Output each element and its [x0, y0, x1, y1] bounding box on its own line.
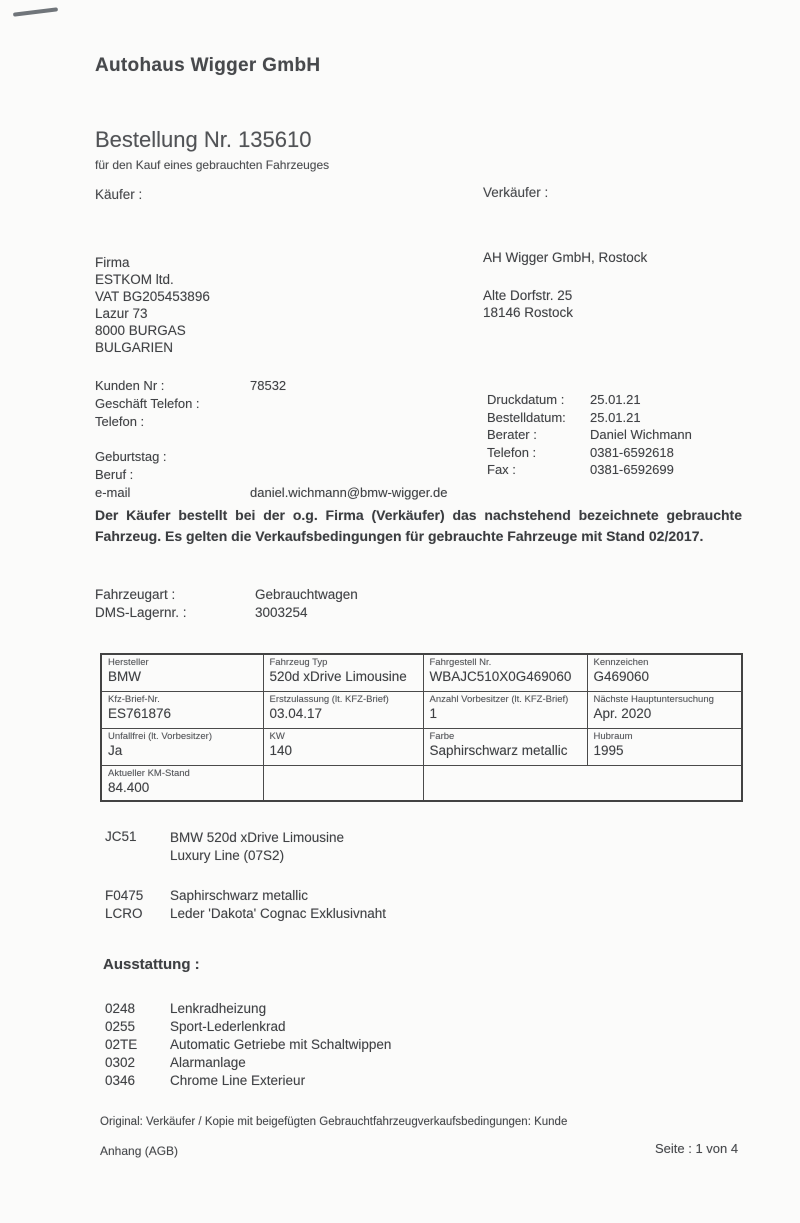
equipment-item — [105, 1018, 391, 1036]
field-value: Gebrauchtwagen — [255, 587, 358, 602]
cell-label: Fahrzeug Typ — [269, 657, 328, 668]
order-info-row — [487, 461, 692, 479]
order-info-row — [487, 391, 692, 409]
cell-value: Ja — [108, 743, 123, 758]
equipment-label: Automatic Getriebe mit Schaltwippen — [170, 1037, 392, 1052]
customer-details — [95, 377, 447, 502]
field-label: Beruf : — [95, 467, 134, 482]
field-value: 0381-6592618 — [590, 444, 674, 460]
cell-value: 03.04.17 — [269, 706, 323, 721]
order-info-row — [487, 409, 692, 427]
cell-label: KW — [269, 731, 285, 742]
buyer-line: Lazur 73 — [95, 306, 148, 321]
equipment-code: 02TE — [105, 1037, 138, 1052]
upholstery-code-row — [105, 906, 386, 921]
upholstery-description: Leder 'Dakota' Cognac Exklusivnaht — [170, 906, 387, 921]
order-info-row — [487, 426, 692, 444]
table-cell — [263, 729, 423, 766]
customer-row — [95, 377, 447, 395]
cell-value: G469060 — [593, 669, 650, 684]
field-value: 25.01.21 — [590, 409, 641, 425]
buyer-line: Firma — [95, 255, 130, 270]
field-value: 78532 — [250, 378, 287, 393]
cell-label: Kennzeichen — [593, 657, 649, 668]
model-description — [170, 829, 344, 865]
table-cell — [263, 654, 423, 692]
table-cell — [587, 692, 742, 729]
equipment-item — [105, 1054, 391, 1072]
table-cell — [101, 692, 263, 729]
model-code: JC51 — [105, 829, 137, 844]
cell-value: WBAJC510X0G469060 — [429, 669, 572, 684]
field-label: Fax : — [487, 462, 516, 477]
cell-value: 84.400 — [108, 780, 150, 795]
buyer-line: VAT BG205453896 — [95, 289, 210, 304]
pen-mark-icon — [13, 7, 58, 16]
color-description: Saphirschwarz metallic — [170, 888, 309, 903]
table-row — [101, 729, 742, 766]
order-title: Bestellung Nr. 135610 — [95, 127, 312, 152]
vehicle-data-table — [100, 653, 743, 802]
seller-address-line: 18146 Rostock — [483, 304, 574, 320]
table-row — [101, 692, 742, 729]
equipment-item — [105, 1000, 391, 1018]
cell-label: Hubraum — [593, 731, 633, 742]
equipment-label: Chrome Line Exterieur — [170, 1073, 306, 1088]
table-cell — [101, 729, 263, 766]
equipment-heading: Ausstattung : — [103, 956, 200, 973]
buyer-line: 8000 BURGAS — [95, 323, 186, 338]
cell-value: 520d xDrive Limousine — [269, 669, 407, 684]
buyer-address-block — [95, 254, 210, 356]
cell-label: Unfallfrei (lt. Vorbesitzer) — [108, 731, 213, 742]
field-value: daniel.wichmann@bmw-wigger.de — [250, 485, 448, 500]
seller-address-line: Alte Dorfstr. 25 — [483, 288, 573, 303]
equipment-label: Alarmanlage — [170, 1055, 246, 1070]
table-cell — [263, 766, 423, 802]
equipment-code: 0255 — [105, 1019, 136, 1034]
cell-value: BMW — [108, 669, 141, 684]
cell-label: Aktueller KM-Stand — [108, 768, 190, 779]
equipment-list — [105, 1000, 391, 1090]
model-line: BMW 520d xDrive Limousine — [170, 830, 345, 845]
cell-label: Kfz-Brief-Nr. — [108, 694, 160, 705]
field-value: 25.01.21 — [590, 392, 641, 407]
table-row — [101, 654, 742, 692]
table-cell — [423, 654, 587, 692]
buyer-line: BULGARIEN — [95, 340, 174, 355]
cell-label: Nächste Hauptuntersuchung — [593, 694, 714, 705]
seller-address-block — [483, 288, 573, 321]
cell-label: Anzahl Vorbesitzer (lt. KFZ-Brief) — [429, 694, 569, 705]
table-cell — [423, 729, 587, 766]
cell-value: Saphirschwarz metallic — [429, 743, 568, 758]
order-info-row — [487, 444, 692, 462]
field-label: e-mail — [95, 485, 131, 500]
cell-value: 1995 — [593, 743, 624, 758]
cell-label: Farbe — [429, 731, 455, 742]
cell-value: 140 — [269, 743, 293, 758]
table-row — [101, 766, 742, 802]
spacer — [95, 431, 447, 448]
equipment-item — [105, 1036, 391, 1054]
seller-name: AH Wigger GmbH, Rostock — [483, 250, 648, 265]
footer-attachment-note: Anhang (AGB) — [100, 1144, 179, 1158]
field-label: DMS-Lagernr. : — [95, 604, 187, 620]
customer-row — [95, 484, 447, 502]
color-code: F0475 — [105, 888, 144, 903]
table-cell — [587, 729, 742, 766]
vehicle-meta-row — [95, 604, 358, 622]
field-label: Kunden Nr : — [95, 378, 165, 393]
field-label: Telefon : — [95, 414, 145, 429]
model-code-row — [105, 829, 344, 865]
customer-row — [95, 413, 447, 431]
company-name: Autohaus Wigger GmbH — [95, 55, 321, 76]
footer-distribution-note: Original: Verkäufer / Kopie mit beigefügten Gebrauchtfahrzeugverkaufsbedingungen: Kunde — [100, 1116, 568, 1128]
customer-row — [95, 395, 447, 413]
purchase-statement: Der Käufer bestellt bei der o.g. Firma (Verkäufer) das nachstehend bezeichnete gebrauchte Fahrzeug. Es gelten die Verkaufsbedingungen für gebrauchte Fahrzeuge mit Stand 02/2017. — [95, 507, 742, 544]
field-label: Bestelldatum: — [487, 409, 566, 425]
cell-value: Apr. 2020 — [593, 706, 652, 721]
color-code-row — [105, 888, 308, 903]
customer-row — [95, 448, 447, 466]
equipment-code: 0302 — [105, 1055, 136, 1070]
buyer-heading: Käufer : — [95, 187, 143, 202]
cell-label: Hersteller — [108, 657, 149, 668]
seller-heading: Verkäufer : — [483, 185, 549, 200]
table-cell — [423, 766, 742, 802]
cell-value: 1 — [429, 706, 438, 721]
equipment-label: Lenkradheizung — [170, 1001, 267, 1016]
customer-row — [95, 466, 447, 484]
equipment-code: 0248 — [105, 1001, 136, 1016]
field-label: Druckdatum : — [487, 392, 565, 407]
equipment-label: Sport-Lederlenkrad — [170, 1019, 286, 1034]
table-cell — [587, 654, 742, 692]
field-label: Geburtstag : — [95, 449, 167, 464]
order-subtitle: für den Kauf eines gebrauchten Fahrzeuges — [95, 158, 330, 172]
equipment-item — [105, 1072, 391, 1090]
field-label: Geschäft Telefon : — [95, 396, 200, 411]
cell-label: Erstzulassung (lt. KFZ-Brief) — [269, 694, 389, 705]
order-details — [487, 391, 692, 479]
model-line: Luxury Line (07S2) — [170, 848, 285, 863]
equipment-code: 0346 — [105, 1073, 136, 1088]
vehicle-meta — [95, 586, 358, 621]
field-value: 3003254 — [255, 604, 308, 620]
cell-value: ES761876 — [108, 706, 172, 721]
field-value: Daniel Wichmann — [590, 427, 692, 442]
table-cell — [101, 654, 263, 692]
page-number: Seite : 1 von 4 — [655, 1141, 739, 1156]
field-label: Fahrzeugart : — [95, 587, 176, 602]
table-cell — [263, 692, 423, 729]
cell-label: Fahrgestell Nr. — [429, 657, 492, 668]
field-label: Berater : — [487, 427, 537, 442]
buyer-line: ESTKOM ltd. — [95, 272, 174, 287]
field-label: Telefon : — [487, 444, 537, 460]
table-cell — [101, 766, 263, 802]
upholstery-code: LCRO — [105, 906, 143, 921]
vehicle-meta-row — [95, 586, 358, 604]
field-value: 0381-6592699 — [590, 462, 674, 477]
table-cell — [423, 692, 587, 729]
